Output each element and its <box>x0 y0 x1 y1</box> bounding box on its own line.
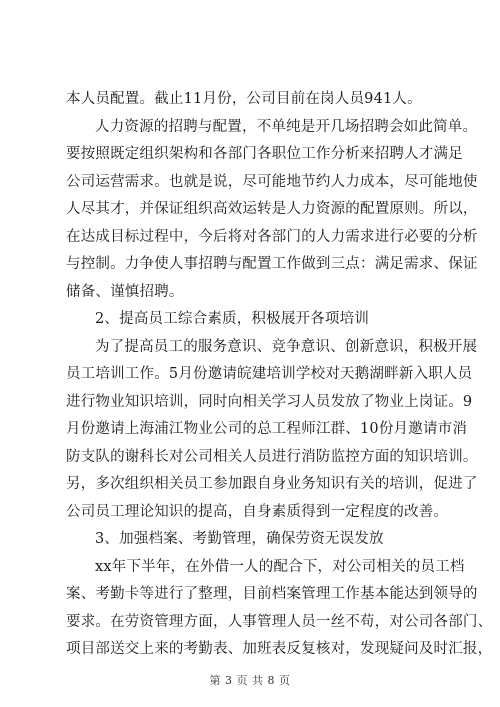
text-line: 要求。在劳资管理方面，人事管理人员一丝不苟，对公司各部门、 <box>66 613 493 630</box>
text-line: 案、考勤卡等进行了整理，目前档案管理工作基本能达到领导的 <box>66 586 478 602</box>
text-line: 要按照既定组织架构和各部门各职位工作分析来招聘人才满足 <box>66 146 463 162</box>
text-line: xx年下半年，在外借一人的配合下，对公司相关的员工档 <box>95 558 465 575</box>
text-line: 与控制。力争使人事招聘与配置工作做到三点：满足需求、保证 <box>66 256 478 272</box>
text-line: 人尽其才，并保证组织高效运转是人力资源的配置原则。所以， <box>66 201 478 217</box>
body-text <box>66 86 493 664</box>
text-line: 公司运营需求。也就是说，尽可能地节约人力成本，尽可能地使 <box>66 173 478 190</box>
text-line: 本人员配置。截止11月份，公司目前在岗人员941人。 <box>66 91 422 107</box>
text-line: 为了提高员工的服务意识、竞争意识、创新意识，积极开展 <box>95 338 478 355</box>
text-line: 防支队的谢科长对公司相关人员进行消防监控方面的知识培训。 <box>66 448 478 465</box>
text-line: 项目部送交上来的考勤表、加班表反复核对，发现疑问及时汇报， <box>66 641 493 657</box>
text-line: 另，多次组织相关员工参加跟自身业务知识有关的培训，促进了 <box>66 476 478 492</box>
page-footer: 第 3 页 共 8 页 <box>209 674 291 687</box>
text-line: 公司员工理论知识的提高，自身素质得到一定程度的改善。 <box>66 503 449 520</box>
text-line: 储备、谨慎招聘。 <box>66 283 184 300</box>
text-line: 在达成目标过程中，今后将对各部门的人力需求进行必要的分析 <box>66 228 478 245</box>
text-line: 进行物业知识培训，同时向相关学习人员发放了物业上岗证。9 <box>66 393 473 410</box>
text-line: 2、提高员工综合素质，积极展开各项培训 <box>95 311 370 327</box>
text-line: 员工培训工作。5月份邀请皖建培训学校对天鹅湖畔新入职人员 <box>66 366 473 382</box>
text-line: 3、加强档案、考勤管理，确保劳资无误发放 <box>95 531 384 547</box>
text-line: 月份邀请上海浦江物业公司的总工程师江群、10份月邀请市消 <box>66 421 468 437</box>
text-line: 人力资源的招聘与配置，不单纯是开几场招聘会如此简单。 <box>95 118 478 135</box>
